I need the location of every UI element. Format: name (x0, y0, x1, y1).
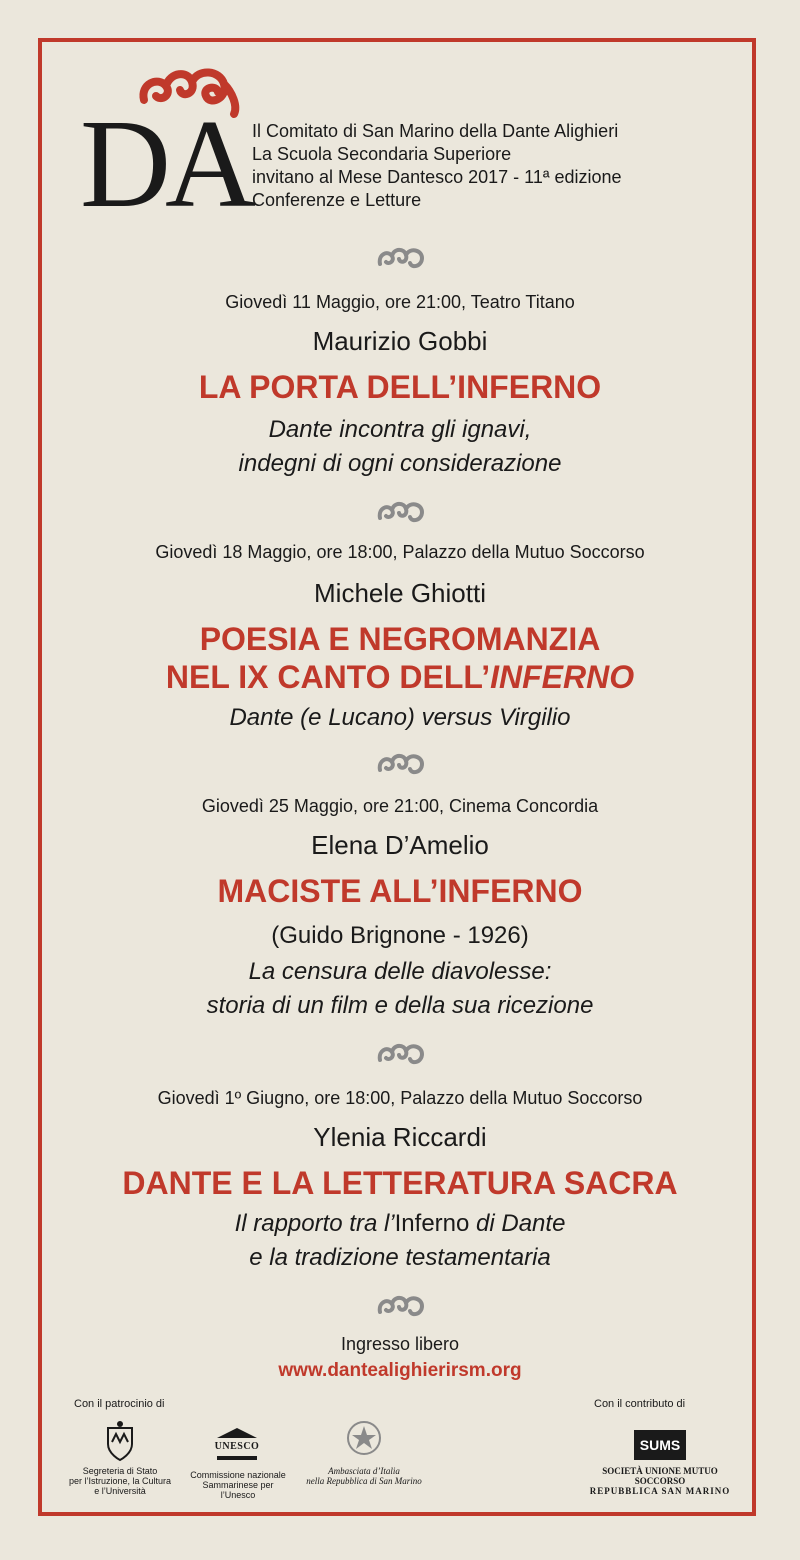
intro-line: Conferenze e Letture (252, 190, 422, 210)
event-4-subtitle-upright: Inferno (394, 1210, 470, 1237)
sums-text (578, 1466, 742, 1496)
segreteria-line: per l’Istruzione, la Cultura (68, 1476, 172, 1486)
commissione-line: Sammarinese per l’Unesco (202, 1480, 274, 1500)
ornament-divider-icon (376, 500, 424, 526)
intro-line: La Scuola Secondaria Superiore (252, 144, 512, 164)
event-3-speaker: Elena D’Amelio (311, 830, 489, 860)
event-4-subtitle-line (40, 1208, 760, 1240)
segreteria-line: Segreteria di Stato (82, 1466, 158, 1476)
ingresso-libero: Ingresso libero (340, 1334, 460, 1354)
commissione-line: Commissione nazionale (190, 1470, 286, 1480)
ornament-divider-icon (376, 752, 424, 778)
segreteria-text (66, 1466, 174, 1496)
dante-logo (80, 62, 250, 234)
contributo-label: Con il contributo di (594, 1398, 686, 1410)
ambasciata-line: Ambasciata d’Italia (328, 1466, 400, 1476)
event-3-subtitle-line: La censura delle diavolesse: (248, 958, 552, 985)
event-2-title-part: NEL IX CANTO DELL’ (165, 659, 491, 695)
event-4-speaker: Ylenia Riccardi (313, 1122, 487, 1152)
intro-line: invitano al Mese Dantesco 2017 - 11ª edizione (252, 167, 622, 187)
intro-line: Il Comitato di San Marino della Dante Alighieri (252, 121, 619, 141)
ornament-divider-icon (376, 1294, 424, 1320)
event-2-title-italic: INFERNO (490, 659, 635, 695)
event-3-date: Giovedì 25 Maggio, ore 21:00, Cinema Concordia (201, 796, 599, 816)
event-2-date: Giovedì 18 Maggio, ore 18:00, Palazzo della Mutuo Soccorso (155, 542, 645, 562)
event-1-subtitle-line: Dante incontra gli ignavi, (268, 416, 532, 443)
sums-line: SOCIETÀ UNIONE MUTUO SOCCORSO (602, 1466, 718, 1486)
event-2-speaker: Michele Ghiotti (314, 578, 486, 608)
event-1-subtitle-line: indegni di ogni considerazione (238, 450, 562, 477)
segreteria-line: e l’Università (94, 1486, 146, 1496)
event-4-title: DANTE E LA LETTERATURA SACRA (122, 1165, 678, 1201)
event-1-title: LA PORTA DELL’INFERNO (198, 369, 602, 405)
event-1-date: Giovedì 11 Maggio, ore 21:00, Teatro Titano (225, 292, 575, 312)
ambasciata-line: nella Repubblica di San Marino (306, 1476, 422, 1486)
commissione-text (186, 1470, 290, 1500)
san-marino-crest-icon (100, 1420, 140, 1462)
logo-letters: DA (80, 95, 250, 234)
event-4-subtitle-line: e la tradizione testamentaria (249, 1244, 551, 1271)
event-3-subtitle-line: storia di un film e della sua ricezione (206, 992, 594, 1019)
event-2-subtitle: Dante (e Lucano) versus Virgilio (229, 704, 571, 731)
event-1-speaker: Maurizio Gobbi (312, 326, 488, 356)
event-4-date: Giovedì 1º Giugno, ore 18:00, Palazzo della Mutuo Soccorso (157, 1088, 643, 1108)
event-4-subtitle-part: di Dante (469, 1210, 566, 1237)
intro-text (252, 120, 732, 212)
sums-line: REPUBBLICA SAN MARINO (589, 1486, 731, 1496)
italian-emblem-icon (344, 1418, 384, 1460)
event-2-title-line (40, 658, 760, 696)
website-link[interactable]: www.dantealighierirsm.org (278, 1360, 522, 1381)
event-3-title: MACISTE ALL’INFERNO (217, 873, 583, 909)
ornament-divider-icon (376, 246, 424, 272)
patrocinio-label: Con il patrocinio di (74, 1398, 165, 1410)
unesco-label: UNESCO (214, 1441, 260, 1452)
ornament-divider-icon (376, 1042, 424, 1068)
ambasciata-text (306, 1466, 422, 1486)
event-4-subtitle-part: Il rapporto tra l’ (234, 1210, 395, 1237)
sums-logo: SUMS (634, 1430, 686, 1460)
event-3-note: (Guido Brignone - 1926) (271, 922, 529, 949)
event-2-title-line: POESIA E NEGROMANZIA (199, 621, 601, 657)
